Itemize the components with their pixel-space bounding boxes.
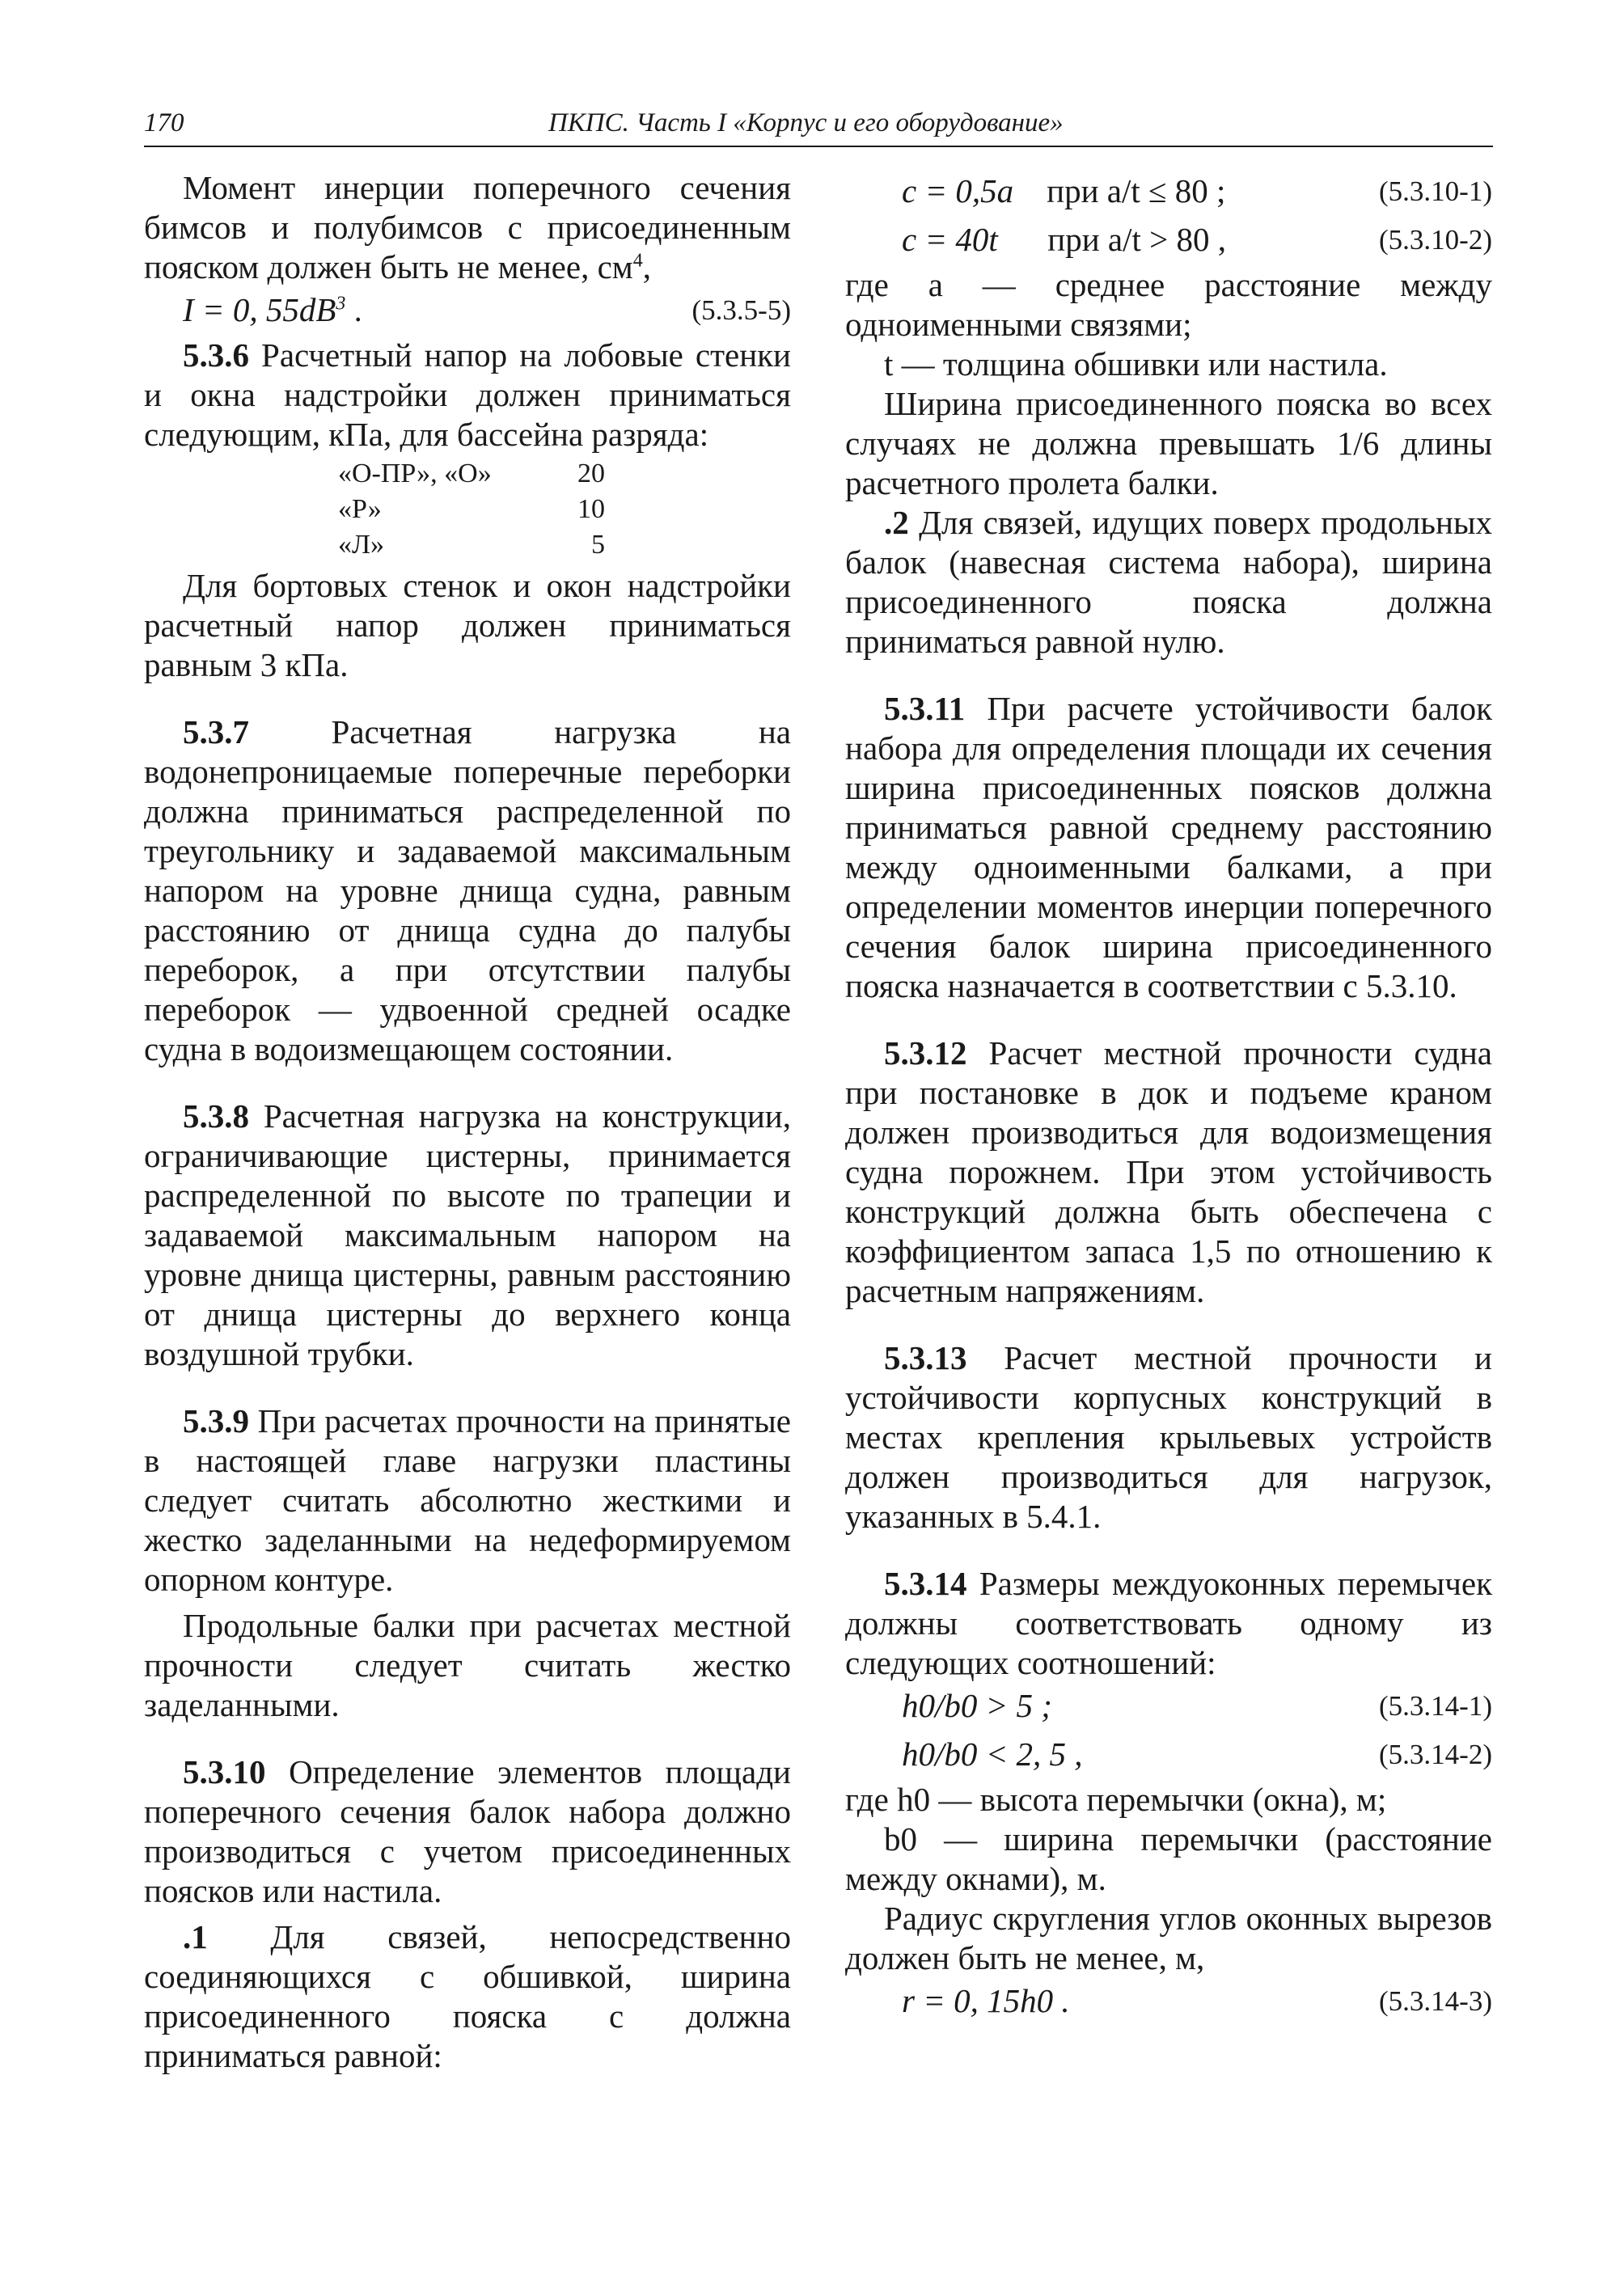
formula-5-3-10-2	[845, 217, 1492, 265]
section-5-3-8: 5.3.8 Расчетная нагрузка на конструкции, ограничивающие цистерны, принимается распределенной по высоте по трапеции и задаваемой максимальным напором на уровне днища цистерны, равным расстоянию от днища цистерны до верхнего конца воздушной трубки.	[144, 1097, 791, 1372]
section-5-3-6: 5.3.6 Расчетный напор на лобовые стенки и окна надстройки должен приниматься следующим, кПа, для бассейна разряда:	[144, 336, 791, 453]
section-5-3-13: 5.3.13 Расчет местной прочности и устойчивости корпусных конструкций в местах крепления крыльевых устройств должен производиться для нагрузок, указанных в 5.4.1.	[845, 1339, 1492, 1535]
formula-expression: c = 40t	[902, 221, 998, 258]
left-column	[144, 168, 791, 2076]
page-header	[144, 104, 1493, 147]
paragraph-width-limit: Ширина присоединенного пояска во всех случаях не должна превышать 1/6 длины расчетного пролета балки.	[845, 385, 1492, 501]
item-2: .2 Для связей, идущих поверх продольных балок (навесная система набора), ширина присоединенного пояска должна приниматься равной нулю.	[845, 504, 1492, 660]
section-5-3-14: 5.3.14 Размеры междуоконных перемычек должны соответствовать одному из следующих соотношений:	[845, 1565, 1492, 1681]
page-number: 170	[144, 108, 184, 137]
section-5-3-10: 5.3.10 Определение элементов площади поперечного сечения балок набора должно производиться с учетом присоединенных поясков или настила.	[144, 1753, 791, 1909]
formula-5-3-14-3	[845, 1978, 1492, 2027]
paragraph-moment: Момент инерции поперечного сечения бимсов и полубимсов с присоединенным пояском должен быть не менее, $см^4$,	[144, 169, 791, 285]
formula-5-3-10-1	[845, 168, 1492, 217]
formula-expression: h0/b0 < 2, 5 ,	[902, 1735, 1083, 1773]
paragraph-where-b: b0 — ширина перемычки (расстояние между окнами), м.	[845, 1820, 1492, 1897]
formula-number: (5.3.14-1)	[1379, 1690, 1492, 1722]
paragraph-where-h: где h0 — высота перемычки (окна), м;	[845, 1781, 1387, 1818]
formula-expression: r = 0, 15h0 .	[902, 1982, 1070, 2019]
formula-5-3-14-1	[845, 1683, 1492, 1731]
formula-number: (5.3.14-2)	[1379, 1739, 1492, 1770]
formula-expression: I = 0, $55dB^3$ .	[183, 291, 362, 328]
formula-5-3-5-5	[144, 287, 791, 336]
paragraph-side-walls: Для бортовых стенок и окон надстройки расчетный напор должен приниматься равным 3 кПа.	[144, 567, 791, 683]
formula-expression: c = 0,5a	[902, 172, 1014, 209]
section-5-3-7: 5.3.7 Расчетная нагрузка на водонепроницаемые поперечные переборки должна приниматься распределенной по треугольнику и задаваемой максимальным напором на уровне днища судна, равным расстоянию от днища судна до палубы переборок, а при отсутствии палубы переборок — удвоенной средней осадке судна в водоизмещающем состоянии.	[144, 713, 791, 1067]
formula-number: (5.3.10-1)	[1379, 175, 1492, 207]
paragraph-where-a: где a — среднее расстояние между одноименными связями;	[845, 266, 1492, 343]
formula-number: (5.3.5-5)	[691, 294, 791, 326]
paragraph-radius: Радиус скругления углов оконных вырезов должен быть не менее, м,	[845, 1900, 1492, 1976]
table-row: «О-ПР», «О» 20	[338, 459, 605, 488]
formula-5-3-14-2	[845, 1731, 1492, 1780]
item-1: .1 Для связей, непосредственно соединяющихся с обшивкой, ширина присоединенного пояска c должна приниматься равной:	[144, 1918, 791, 2074]
formula-number: (5.3.14-3)	[1379, 1985, 1492, 2017]
section-5-3-12: 5.3.12 Расчет местной прочности судна при постановке в док и подъеме краном должен производиться для водоизмещения судна порожнем. При этом устойчивость конструкций должна быть обеспечена с коэффициентом запаса 1,5 по отношению к расчетным напряжениям.	[845, 1034, 1492, 1309]
paragraph-longitudinal: Продольные балки при расчетах местной прочности следует считать жестко заделанными.	[144, 1607, 791, 1723]
paragraph-where-t: t — толщина обшивки или настила.	[884, 345, 1388, 383]
table-row: «Л» 5	[338, 530, 605, 560]
formula-expression: h0/b0 > 5 ;	[902, 1687, 1052, 1724]
formula-number: (5.3.10-2)	[1379, 224, 1492, 256]
running-title: ПКПС. Часть I «Корпус и его оборудование»	[548, 108, 1064, 137]
formula-condition: при a/t ≤ 80 ;	[1047, 172, 1226, 209]
section-5-3-11: 5.3.11 При расчете устойчивости балок набора для определения площади их сечения ширина присоединенных поясков должна приниматься равной среднему расстоянию между одноименными балками, а при определении моментов инерции поперечного сечения балок ширина присоединенного пояска назначается в соответствии с 5.3.10.	[845, 690, 1492, 1004]
section-5-3-9: 5.3.9 При расчетах прочности на принятые в настоящей главе нагрузки пластины следует считать абсолютно жесткими и жестко заделанными на недеформируемом опорном контуре.	[144, 1402, 791, 1598]
formula-condition: при a/t > 80 ,	[1047, 221, 1227, 258]
table-row: «Р» 10	[338, 494, 605, 524]
pressure-table	[338, 456, 791, 563]
right-column	[845, 168, 1492, 2027]
